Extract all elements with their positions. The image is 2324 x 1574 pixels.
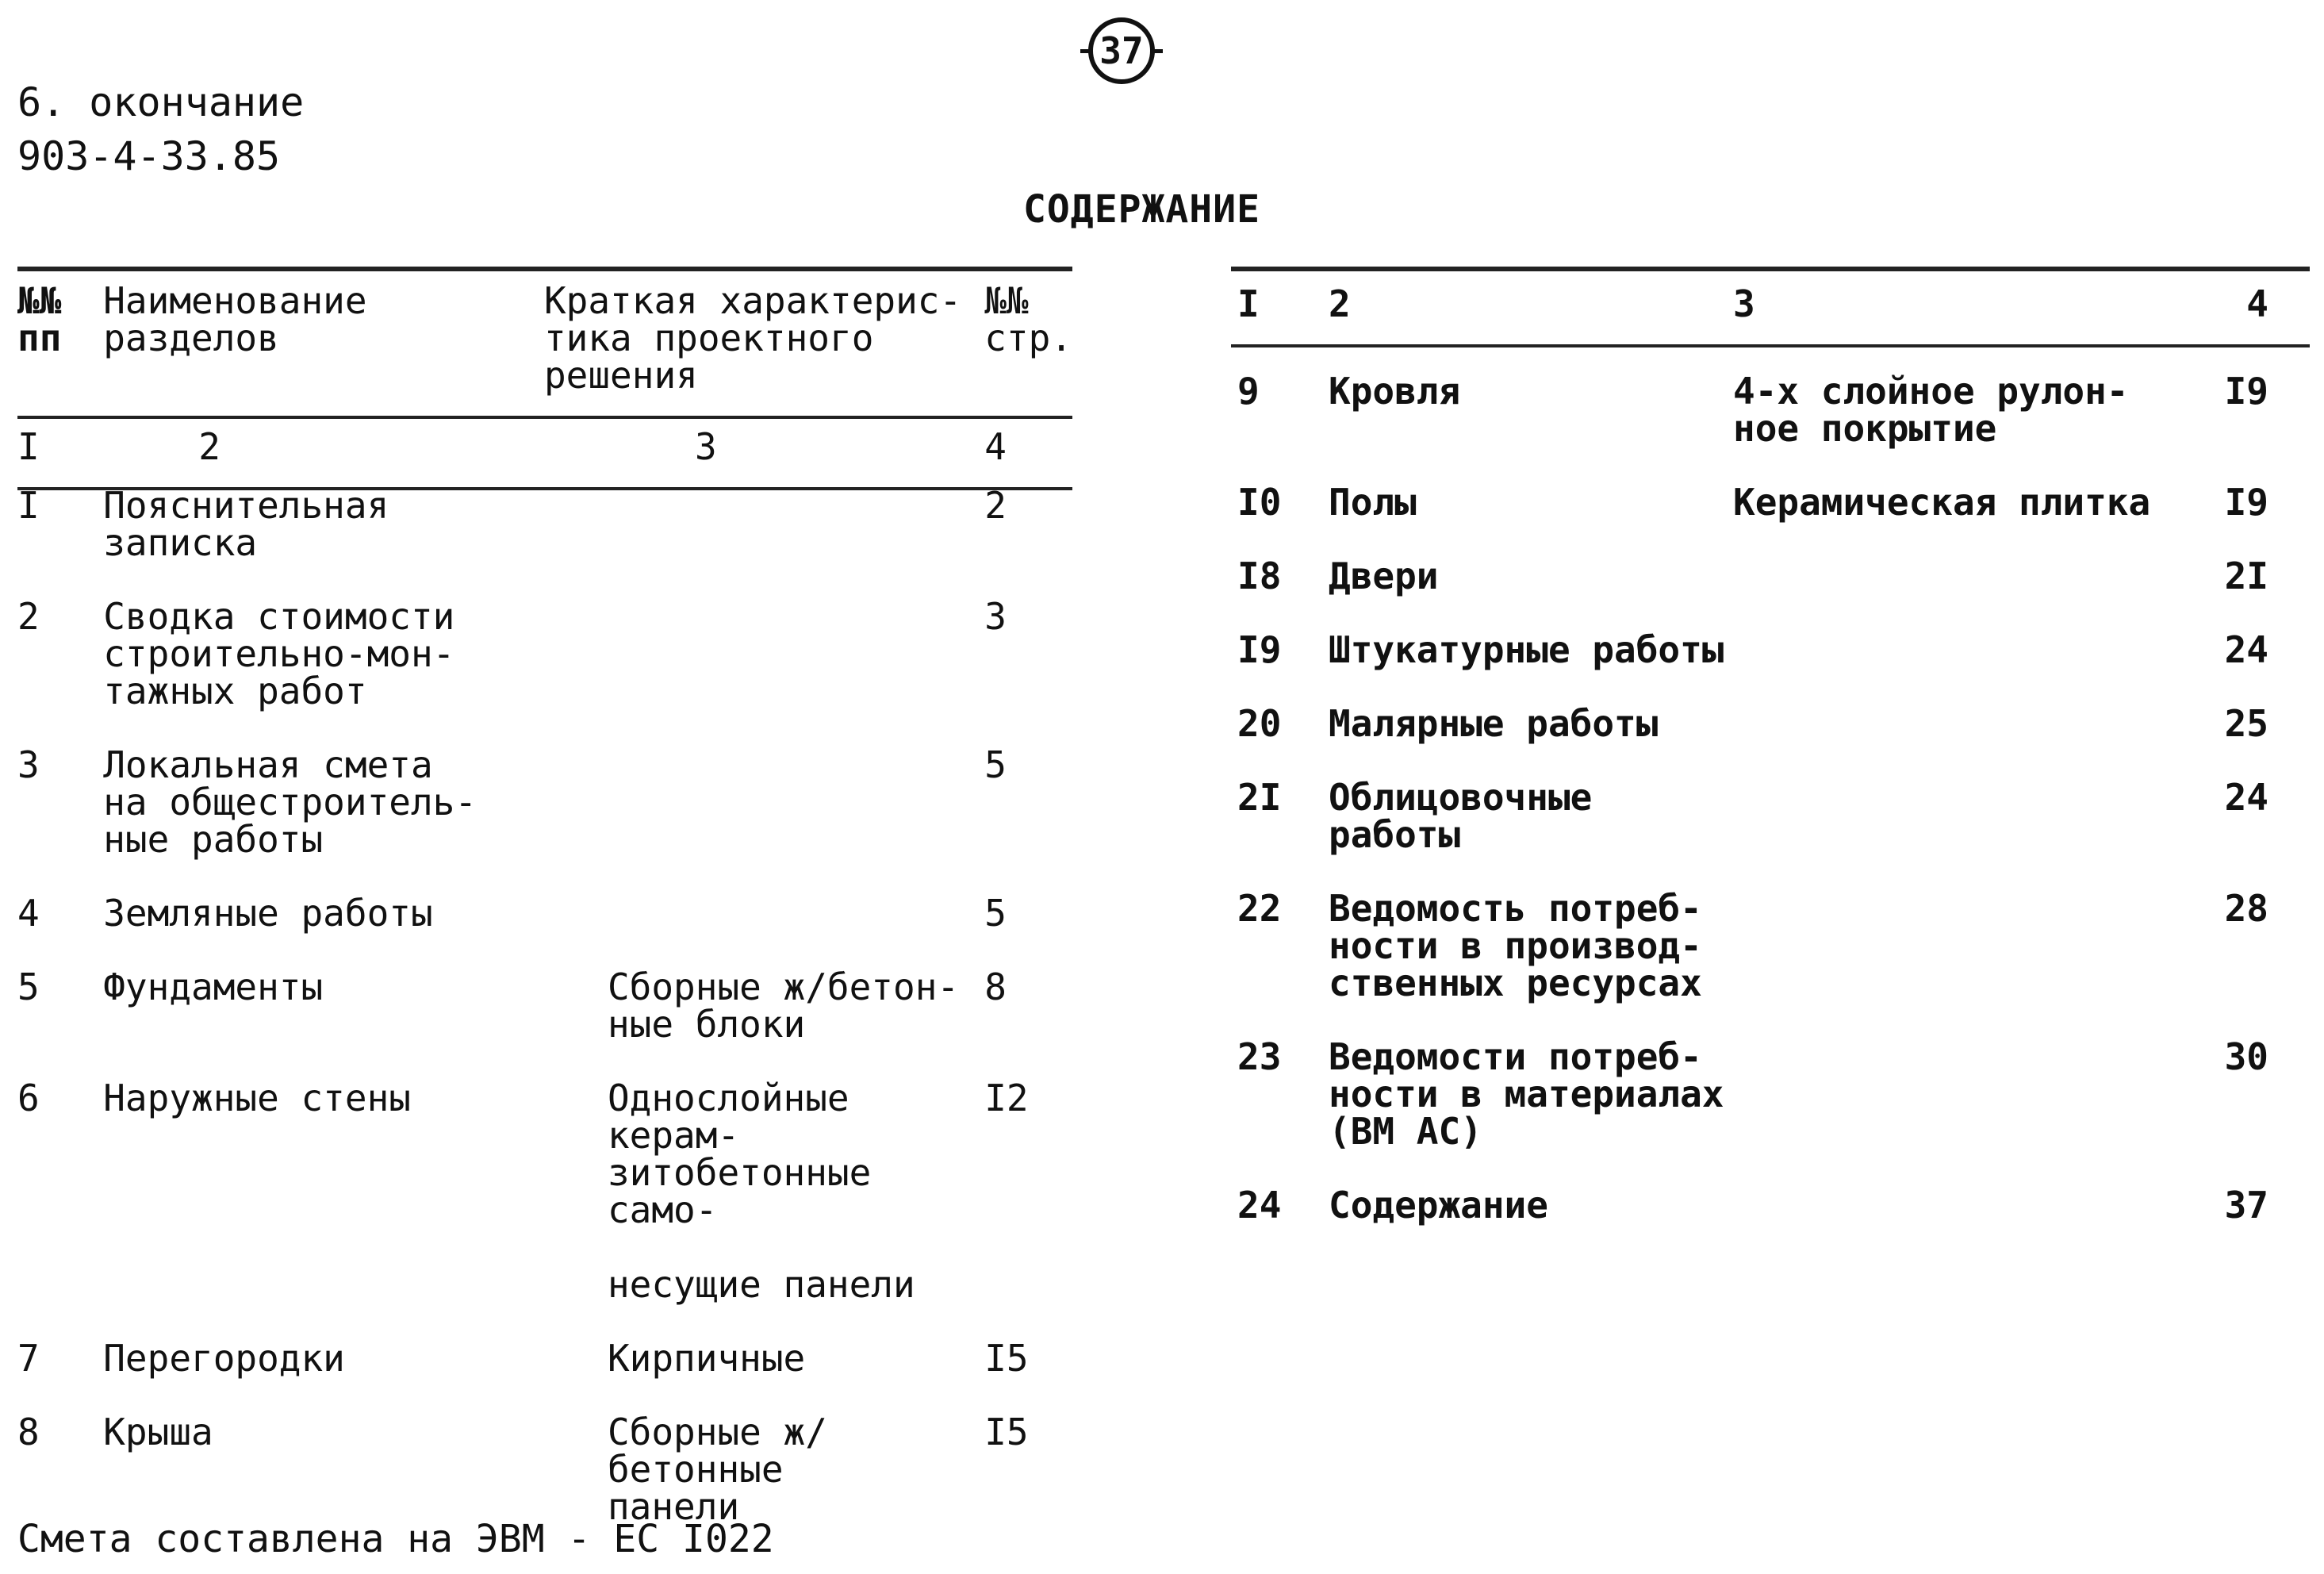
page-reference: 2I (2224, 555, 2268, 597)
table-row (1237, 558, 2284, 632)
row-number: 2 (17, 595, 40, 638)
section-description (1733, 1038, 2201, 1187)
section-description (1733, 779, 2201, 890)
section-name: Пояснительная записка (103, 484, 389, 564)
row-number: 22 (1237, 887, 1282, 930)
page-reference: 3 (984, 595, 1007, 638)
col-index: 3 (1733, 282, 1755, 325)
page-reference: 2 (984, 484, 1007, 527)
page-reference: I5 (984, 1337, 1029, 1380)
footer-note: Смета составлена на ЭВМ - ЕС I022 (17, 1517, 774, 1561)
row-number: I0 (1237, 481, 1282, 524)
page-reference: 24 (2224, 776, 2268, 819)
col-index: I (1237, 282, 1260, 325)
row-number: 8 (17, 1411, 40, 1453)
document-code: 903-4-33.85 (17, 133, 281, 179)
table-row (1237, 890, 2284, 1038)
section-name: Ведомости потреб- ности в материалах (ВМ АС) (1329, 1035, 1724, 1153)
table-row (17, 969, 1072, 1080)
col-index: 2 (1329, 282, 1351, 325)
row-number: 20 (1237, 702, 1282, 745)
table-row (1237, 632, 2284, 705)
row-number: 9 (1237, 370, 1260, 413)
col-index: 2 (198, 425, 221, 468)
section-name: Земляные работы (103, 892, 433, 935)
header-col-name: Наименование разделов (103, 279, 367, 359)
table-row (1237, 705, 2284, 779)
section-description (1733, 1187, 2201, 1261)
section-description (1733, 890, 2201, 1038)
page-reference: 30 (2224, 1035, 2268, 1078)
section-name: Двери (1329, 555, 1439, 597)
section-name: Кровля (1329, 370, 1461, 413)
header-col-desc: Краткая характерис- тика проектного решения (543, 279, 962, 397)
section-name: Сводка стоимости строительно-мон- тажных работ (103, 595, 455, 712)
section-description (1733, 705, 2201, 779)
table-row (1237, 779, 2284, 890)
page-reference: 24 (2224, 628, 2268, 671)
page-reference: I9 (2224, 481, 2268, 524)
page-number: 37 (1088, 17, 1155, 84)
section-name: Ведомость потреб- ности в производ- ственных ресурсах (1329, 887, 1702, 1004)
page-reference: 5 (984, 743, 1007, 786)
left-table-numbers-row (17, 419, 1072, 487)
section-name: Содержание (1329, 1184, 1548, 1227)
section-description (1733, 558, 2201, 632)
page-reference: 37 (2224, 1184, 2268, 1227)
page-reference: 8 (984, 966, 1007, 1008)
section-description (512, 895, 984, 969)
section-description: 4-х слойное рулон- ное покрытие (1733, 370, 2129, 450)
continuation-label: 6. окончание (17, 79, 305, 125)
right-table-top-rule (1231, 267, 2310, 271)
table-row (1237, 373, 2284, 484)
section-description (512, 487, 984, 598)
section-name: Локальная смета на общестроитель- ные работы (103, 743, 477, 861)
page-reference: I5 (984, 1411, 1029, 1453)
col-index: 3 (694, 425, 717, 468)
section-name: Фундаменты (103, 966, 324, 1008)
table-row (17, 1340, 1072, 1414)
page-reference: 28 (2224, 887, 2268, 930)
col-index: I (17, 425, 40, 468)
header-col-page: №№ стр. (984, 279, 1072, 359)
section-name: Наружные стены (103, 1077, 411, 1119)
right-contents-table (1237, 282, 2284, 1261)
table-row (17, 747, 1072, 895)
section-description (512, 747, 984, 895)
section-name: Крыша (103, 1411, 213, 1453)
page-reference: 5 (984, 892, 1007, 935)
section-description (1733, 632, 2201, 705)
page-reference: 25 (2224, 702, 2268, 745)
row-number: I9 (1237, 628, 1282, 671)
row-number: 7 (17, 1337, 40, 1380)
table-row (1237, 1038, 2284, 1187)
table-row (17, 895, 1072, 969)
table-row (17, 598, 1072, 747)
row-number: 4 (17, 892, 40, 935)
table-row (17, 1080, 1072, 1340)
section-description: Кирпичные (607, 1337, 806, 1380)
table-row (1237, 1187, 2284, 1261)
right-table-numbers-row (1237, 286, 2284, 373)
section-description: Однослойные керам- зитобетонные само- несущие панели (607, 1077, 915, 1306)
left-table-top-rule (17, 267, 1072, 271)
row-number: 2I (1237, 776, 1282, 819)
table-row (1237, 484, 2284, 558)
section-name: Полы (1329, 481, 1417, 524)
table-row (17, 487, 1072, 598)
row-number: 6 (17, 1077, 40, 1119)
row-number: 3 (17, 743, 40, 786)
section-name: Перегородки (103, 1337, 345, 1380)
page-reference: I2 (984, 1077, 1029, 1119)
row-number: 24 (1237, 1184, 1282, 1227)
section-name: Штукатурные работы (1329, 628, 1724, 671)
page-title: СОДЕРЖАНИЕ (1023, 187, 1260, 232)
row-number: I (17, 484, 40, 527)
section-name: Малярные работы (1329, 702, 1659, 745)
col-index: 4 (2246, 282, 2268, 325)
section-description: Сборные ж/бетонные панели (607, 1411, 827, 1528)
row-number: 23 (1237, 1035, 1282, 1078)
left-table-header-row (17, 282, 1072, 419)
section-name: Облицовочные работы (1329, 776, 1593, 856)
section-description: Сборные ж/бетон- ные блоки (607, 966, 960, 1046)
page-reference: I9 (2224, 370, 2268, 413)
row-number: 5 (17, 966, 40, 1008)
col-index: 4 (984, 425, 1007, 468)
header-col-number: №№ пп (17, 279, 62, 359)
section-description: Керамическая плитка (1733, 481, 2151, 524)
left-contents-table (17, 279, 1072, 1562)
section-description (512, 598, 984, 747)
row-number: I8 (1237, 555, 1282, 597)
